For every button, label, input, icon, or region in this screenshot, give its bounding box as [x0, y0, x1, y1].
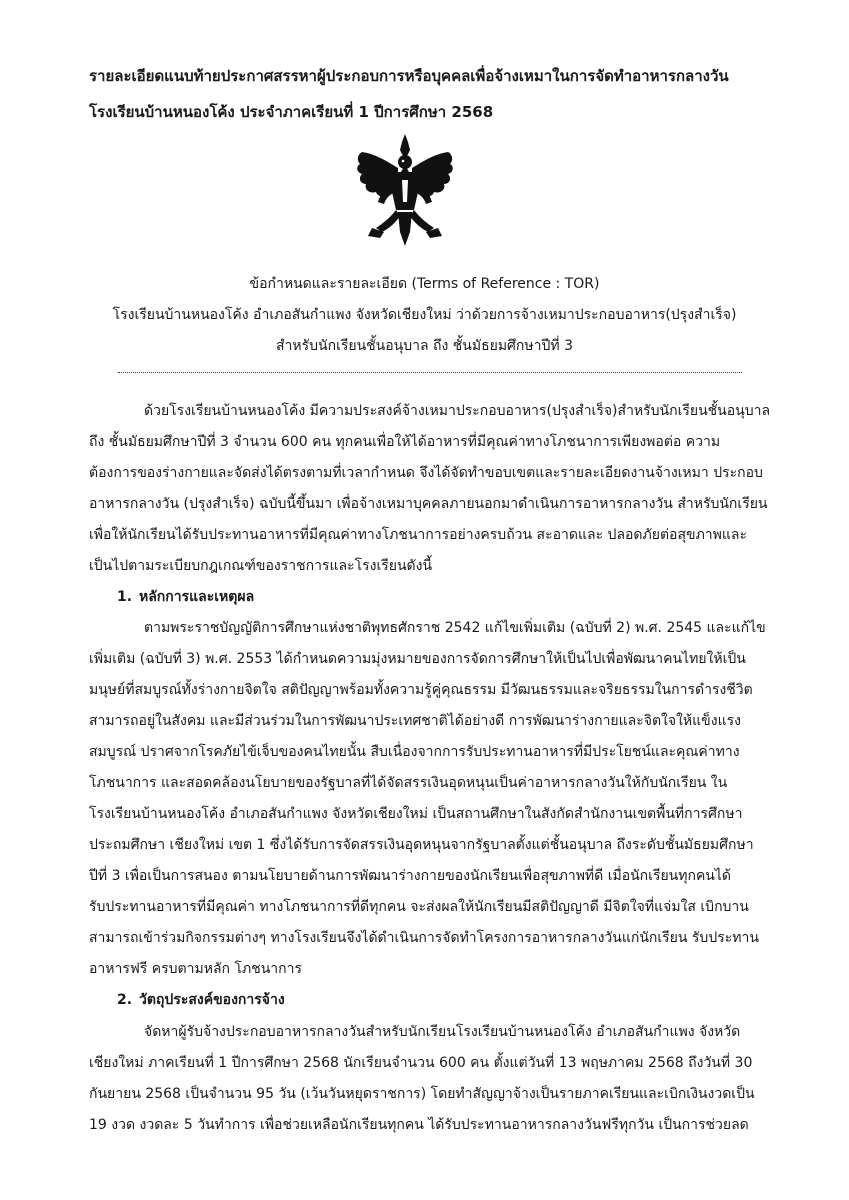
section-1-line-5: สมบูรณ์ ปราศจากโรคภัยไข้เจ็บของคนไทยนั้น สืบเนื่องจากการรับประทานอาหารที่มีประโยชน์และคุณค่าทาง	[89, 744, 740, 760]
intro-line-4: อาหารกลางวัน (ปรุงสำเร็จ) ฉบับนี้ขึ้นมา เพื่อจ้างเหมาบุคคลภายนอกมาดำเนินการอาหารกลางวัน สำหรับนักเรียน	[89, 496, 768, 512]
intro-line-6: เป็นไปตามระเบียบกฎเกณฑ์ของราชการและโรงเรียนดังนี้	[89, 558, 433, 574]
section-1-heading	[117, 587, 254, 607]
section-2-line-4: 19 งวด งวดละ 5 วันทำการ เพื่อช่วยเหลือนักเรียนทุกคน ได้รับประทานอาหารกลางวันฟรีทุกวัน เป็นการช่วยลด	[89, 1117, 749, 1133]
intro-line-5: เพื่อให้นักเรียนได้รับประทานอาหารที่มีคุณค่าทางโภชนาการอย่างครบถ้วน สะอาดและ ปลอดภัยต่อสุขภาพและ	[89, 527, 748, 543]
section-1-title: หลักการและเหตุผล	[139, 589, 255, 605]
intro-line-3: ต้องการของร่างกายและจัดส่งได้ตรงตามที่เวลากำหนด จึงได้จัดทำขอบเขตและรายละเอียดงานจ้างเหมา ประกอบ	[89, 465, 763, 481]
section-1-line-2: เพิ่มเติม (ฉบับที่ 3) พ.ศ. 2553 ได้กำหนดความมุ่งหมายของการจัดการศึกษาให้เป็นไปเพื่อพัฒนาคนไทยให้เป็น	[89, 651, 746, 667]
intro-line-2: ถึง ชั้นมัธยมศึกษาปีที่ 3 จำนวน 600 คน ทุกคนเพื่อให้ได้อาหารที่มีคุณค่าทางโภชนาการเพียงพอต่อ ความ	[89, 434, 721, 450]
section-1-line-10: รับประทานอาหารที่มีคุณค่า ทางโภชนาการที่ดีทุกคน จะส่งผลให้นักเรียนมีสติปัญญาดี มีจิตใจที่แจ่มใส เบิกบาน	[89, 899, 749, 915]
section-1-line-6: โภชนาการ และสอดคล้องนโยบายของรัฐบาลที่ได้จัดสรรเงินอุดหนุนเป็นค่าอาหารกลางวันให้กับนักเรียน ใน	[89, 775, 728, 791]
section-1-line-7: โรงเรียนบ้านหนองโค้ง อำเภอสันกำแพง จังหวัดเชียงใหม่ เป็นสถานศึกษาในสังกัดสำนักงานเขตพื้นที่การศึกษา	[89, 806, 743, 822]
section-2-heading	[117, 990, 285, 1010]
section-1-line-11: สามารถเข้าร่วมกิจกรรมต่างๆ ทางโรงเรียนจึงได้ดำเนินการจัดทำโครงการอาหารกลางวันแก่นักเรียน รับประทาน	[89, 930, 759, 946]
intro-line-1: ด้วยโรงเรียนบ้านหนองโค้ง มีความประสงค์จ้างเหมาประกอบอาหาร(ปรุงสำเร็จ)สำหรับนักเรียนชั้นอนุบาล	[144, 403, 771, 419]
section-1-line-9: ปีที่ 3 เพื่อเป็นการสนอง ตามนโยบายด้านการพัฒนาร่างกายของนักเรียนเพื่อสุขภาพที่ดี เมื่อนักเรียนทุกคนได้	[89, 868, 732, 884]
section-2-title: วัตถุประสงค์ของการจ้าง	[139, 992, 285, 1008]
section-2-line-3: กันยายน 2568 เป็นจำนวน 95 วัน (เว้นวันหยุดราชการ) โดยทำสัญญาจ้างเป็นรายภาคเรียนและเบิกเงินงวดเป็น	[89, 1086, 755, 1102]
section-1-line-8: ประถมศึกษา เชียงใหม่ เขต 1 ซึ่งได้รับการจัดสรรเงินอุดหนุนจากรัฐบาลตั้งแต่ชั้นอนุบาล ถึงระดับชั้นมัธยมศึกษา	[89, 837, 754, 853]
section-1-line-4: สามารถอยู่ในสังคม และมีส่วนร่วมในการพัฒนาประเทศชาติได้อย่างดี การพัฒนาร่างกายและจิตใจให้แข็งแรง	[89, 713, 741, 729]
section-2-line-1: จัดหาผู้รับจ้างประกอบอาหารกลางวันสำหรับนักเรียนโรงเรียนบ้านหนองโค้ง อำเภอสันกำแพง จังหวัด	[144, 1024, 741, 1040]
section-1-line-1: ตามพระราชบัญญัติการศึกษาแห่งชาติพุทธศักราช 2542 แก้ไขเพิ่มเติม (ฉบับที่ 2) พ.ศ. 2545 และแก้ไข	[144, 620, 766, 636]
tor-title: ข้อกำหนดและรายละเอียด (Terms of Reference : TOR)	[249, 276, 600, 292]
section-1-number: 1.	[117, 589, 133, 605]
dotted-divider	[118, 372, 742, 373]
section-1-line-12: อาหารฟรี ครบตามหลัก โภชนาการ	[89, 961, 302, 977]
header-title-line-1: รายละเอียดแนบท้ายประกาศสรรหาผู้ประกอบการหรือบุคคลเพื่อจ้างเหมาในการจัดทำอาหารกลางวัน	[89, 67, 729, 85]
tor-level-line: สำหรับนักเรียนชั้นอนุบาล ถึง ชั้นมัธยมศึกษาปีที่ 3	[276, 338, 573, 354]
header-title-line-2: โรงเรียนบ้านหนองโค้ง ประจำภาคเรียนที่ 1 ปีการศึกษา 2568	[89, 103, 494, 121]
tor-school-line: โรงเรียนบ้านหนองโค้ง อำเภอสันกำแพง จังหวัดเชียงใหม่ ว่าด้วยการจ้างเหมาประกอบอาหาร(ปรุงสำเร็จ)	[112, 307, 737, 323]
garuda-emblem-icon	[352, 132, 458, 250]
section-2-line-2: เชียงใหม่ ภาคเรียนที่ 1 ปีการศึกษา 2568 นักเรียนจำนวน 600 คน ตั้งแต่วันที่ 13 พฤษภาคม 2568 ถึงวันที่ 30	[89, 1055, 753, 1071]
section-1-line-3: มนุษย์ที่สมบูรณ์ทั้งร่างกายจิตใจ สติปัญญาพร้อมทั้งความรู้คู่คุณธรรม มีวัฒนธรรมและจริยธรรมในการดำรงชีวิต	[89, 682, 753, 698]
section-2-number: 2.	[117, 992, 133, 1008]
